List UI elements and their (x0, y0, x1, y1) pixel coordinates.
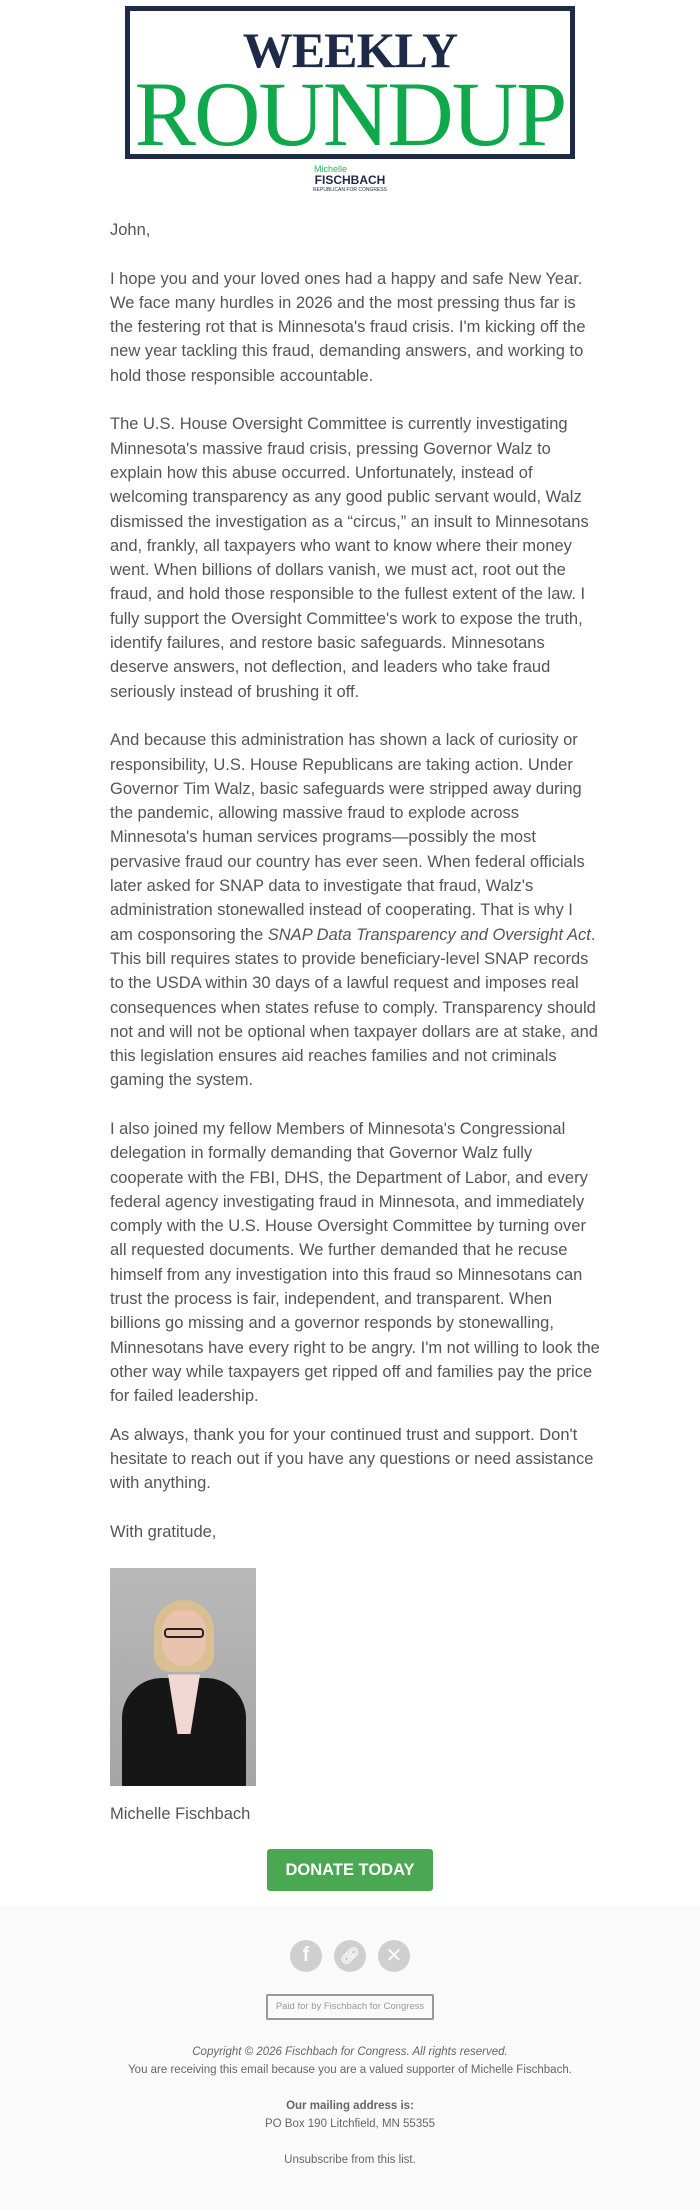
footer (0, 1906, 700, 2209)
fischbach-logo (290, 164, 410, 193)
banner-title-roundup: ROUNDUP (134, 63, 566, 159)
bill-name: SNAP Data Transparency and Oversight Act (267, 925, 591, 944)
donate-section (0, 1827, 700, 1906)
donate-button[interactable]: DONATE TODAY (267, 1849, 433, 1891)
address-label: Our mailing address is: (286, 2099, 414, 2112)
logo-last-name: FISCHBACH (314, 173, 386, 187)
mailing-address: PO Box 190 Litchfield, MN 55355 (264, 2117, 436, 2130)
greeting: John, (110, 221, 151, 239)
logo-tagline: REPUBLICAN FOR CONGRESS (313, 187, 387, 193)
header (0, 0, 700, 218)
facebook-icon[interactable]: f (290, 1940, 322, 1972)
paragraph-2: The U.S. House Oversight Committee is currently investigating Minnesota's massive fraud crisis, pressing Governor Walz to explain how this abuse occurred. Unfortunately, instead of welcoming transparency as any good public servant would, Walz dismissed the investigation as a “circus,” an insult to Minnesotans and, frankly, all taxpayers who want to know where their money went. When billions of dollars vanish, we must act, root out the fraud, and hold those responsible to the fullest extent of the law. I fully support the Oversight Committee's work to expose the truth, identify failures, and restore basic safeguards. Minnesotans deserve answers, not deflection, and leaders who take fraud seriously instead of brushing it off. (110, 415, 589, 701)
paragraph-3 (110, 728, 600, 1092)
link-icon[interactable]: 🔗︎ (334, 1940, 366, 1972)
subscription-reason: You are receiving this email because you are a valued supporter of Michelle Fischbach. (128, 2063, 572, 2076)
social-links (0, 1940, 700, 1972)
logo-first-name: Michelle (314, 164, 348, 174)
weekly-roundup-banner (125, 6, 575, 159)
copyright-block (0, 2043, 700, 2079)
paragraph-4: I also joined my fellow Members of Minnesota's Congressional delegation in formally demanding that Governor Walz fully cooperate with the FBI, DHS, the Department of Labor, and every federal agency investigating fraud in Minnesota, and immediately comply with the U.S. House Oversight Committee by turning over all requested documents. We further demanded that he recuse himself from any investigation into this fraud so Minnesotans can trust the process is fair, independent, and transparent. When billions go missing and a governor responds by stonewalling, Minnesotans have every right to be angry. I'm not willing to look the other way while taxpayers get ripped off and families pay the price for failed leadership. (110, 1119, 600, 1406)
closing: With gratitude, (110, 1522, 217, 1541)
mailing-address-block (0, 2097, 700, 2133)
paragraph-3-text-b: . This bill requires states to provide beneficiary-level SNAP records to the USDA within 30 days of a lawful request and imposes real consequences when states refuse to comply. Transparency should not and will not be optional when taxpayer dollars are at stake, and this legislation ensures aid reaches families and not criminals gaming the system. (110, 925, 598, 1090)
x-icon[interactable]: ✕ (378, 1940, 410, 1972)
portrait-photo (110, 1568, 256, 1786)
signature-name: Michelle Fischbach (110, 1805, 251, 1824)
paragraph-3-text-a: And because this administration has shown a lack of curiosity or responsibility, U.S. House Republicans are taking action. Under Governor Tim Walz, basic safeguards were stripped away during the pandemic, allowing massive fraud to explode across Minnesota's human services programs—possibly the most pervasive fraud our country has ever seen. When federal officials later asked for SNAP data to investigate that fraud, Walz's administration stonewalled instead of cooperating. That is why I am cosponsoring the (110, 731, 585, 944)
paid-for-disclaimer: Paid for by Fischbach for Congress (266, 1994, 434, 2020)
banner-title-weekly: WEEKLY (242, 22, 458, 78)
copyright: Copyright © 2026 Fischbach for Congress. All rights reserved. (192, 2045, 508, 2058)
unsubscribe-link[interactable]: Unsubscribe from this list. (284, 2153, 416, 2166)
paragraph-5: As always, thank you for your continued trust and support. Don't hesitate to reach out if you have any questions or need assistance with anything. (110, 1425, 594, 1493)
paragraph-1: I hope you and your loved ones had a happy and safe New Year. We face many hurdles in 2026 and the most pressing thus far is the festering rot that is Minnesota's fraud crisis. I'm kicking off the new year tackling this fraud, demanding answers, and working to hold those responsible accountable. (110, 269, 586, 385)
letter-body (110, 218, 600, 1827)
